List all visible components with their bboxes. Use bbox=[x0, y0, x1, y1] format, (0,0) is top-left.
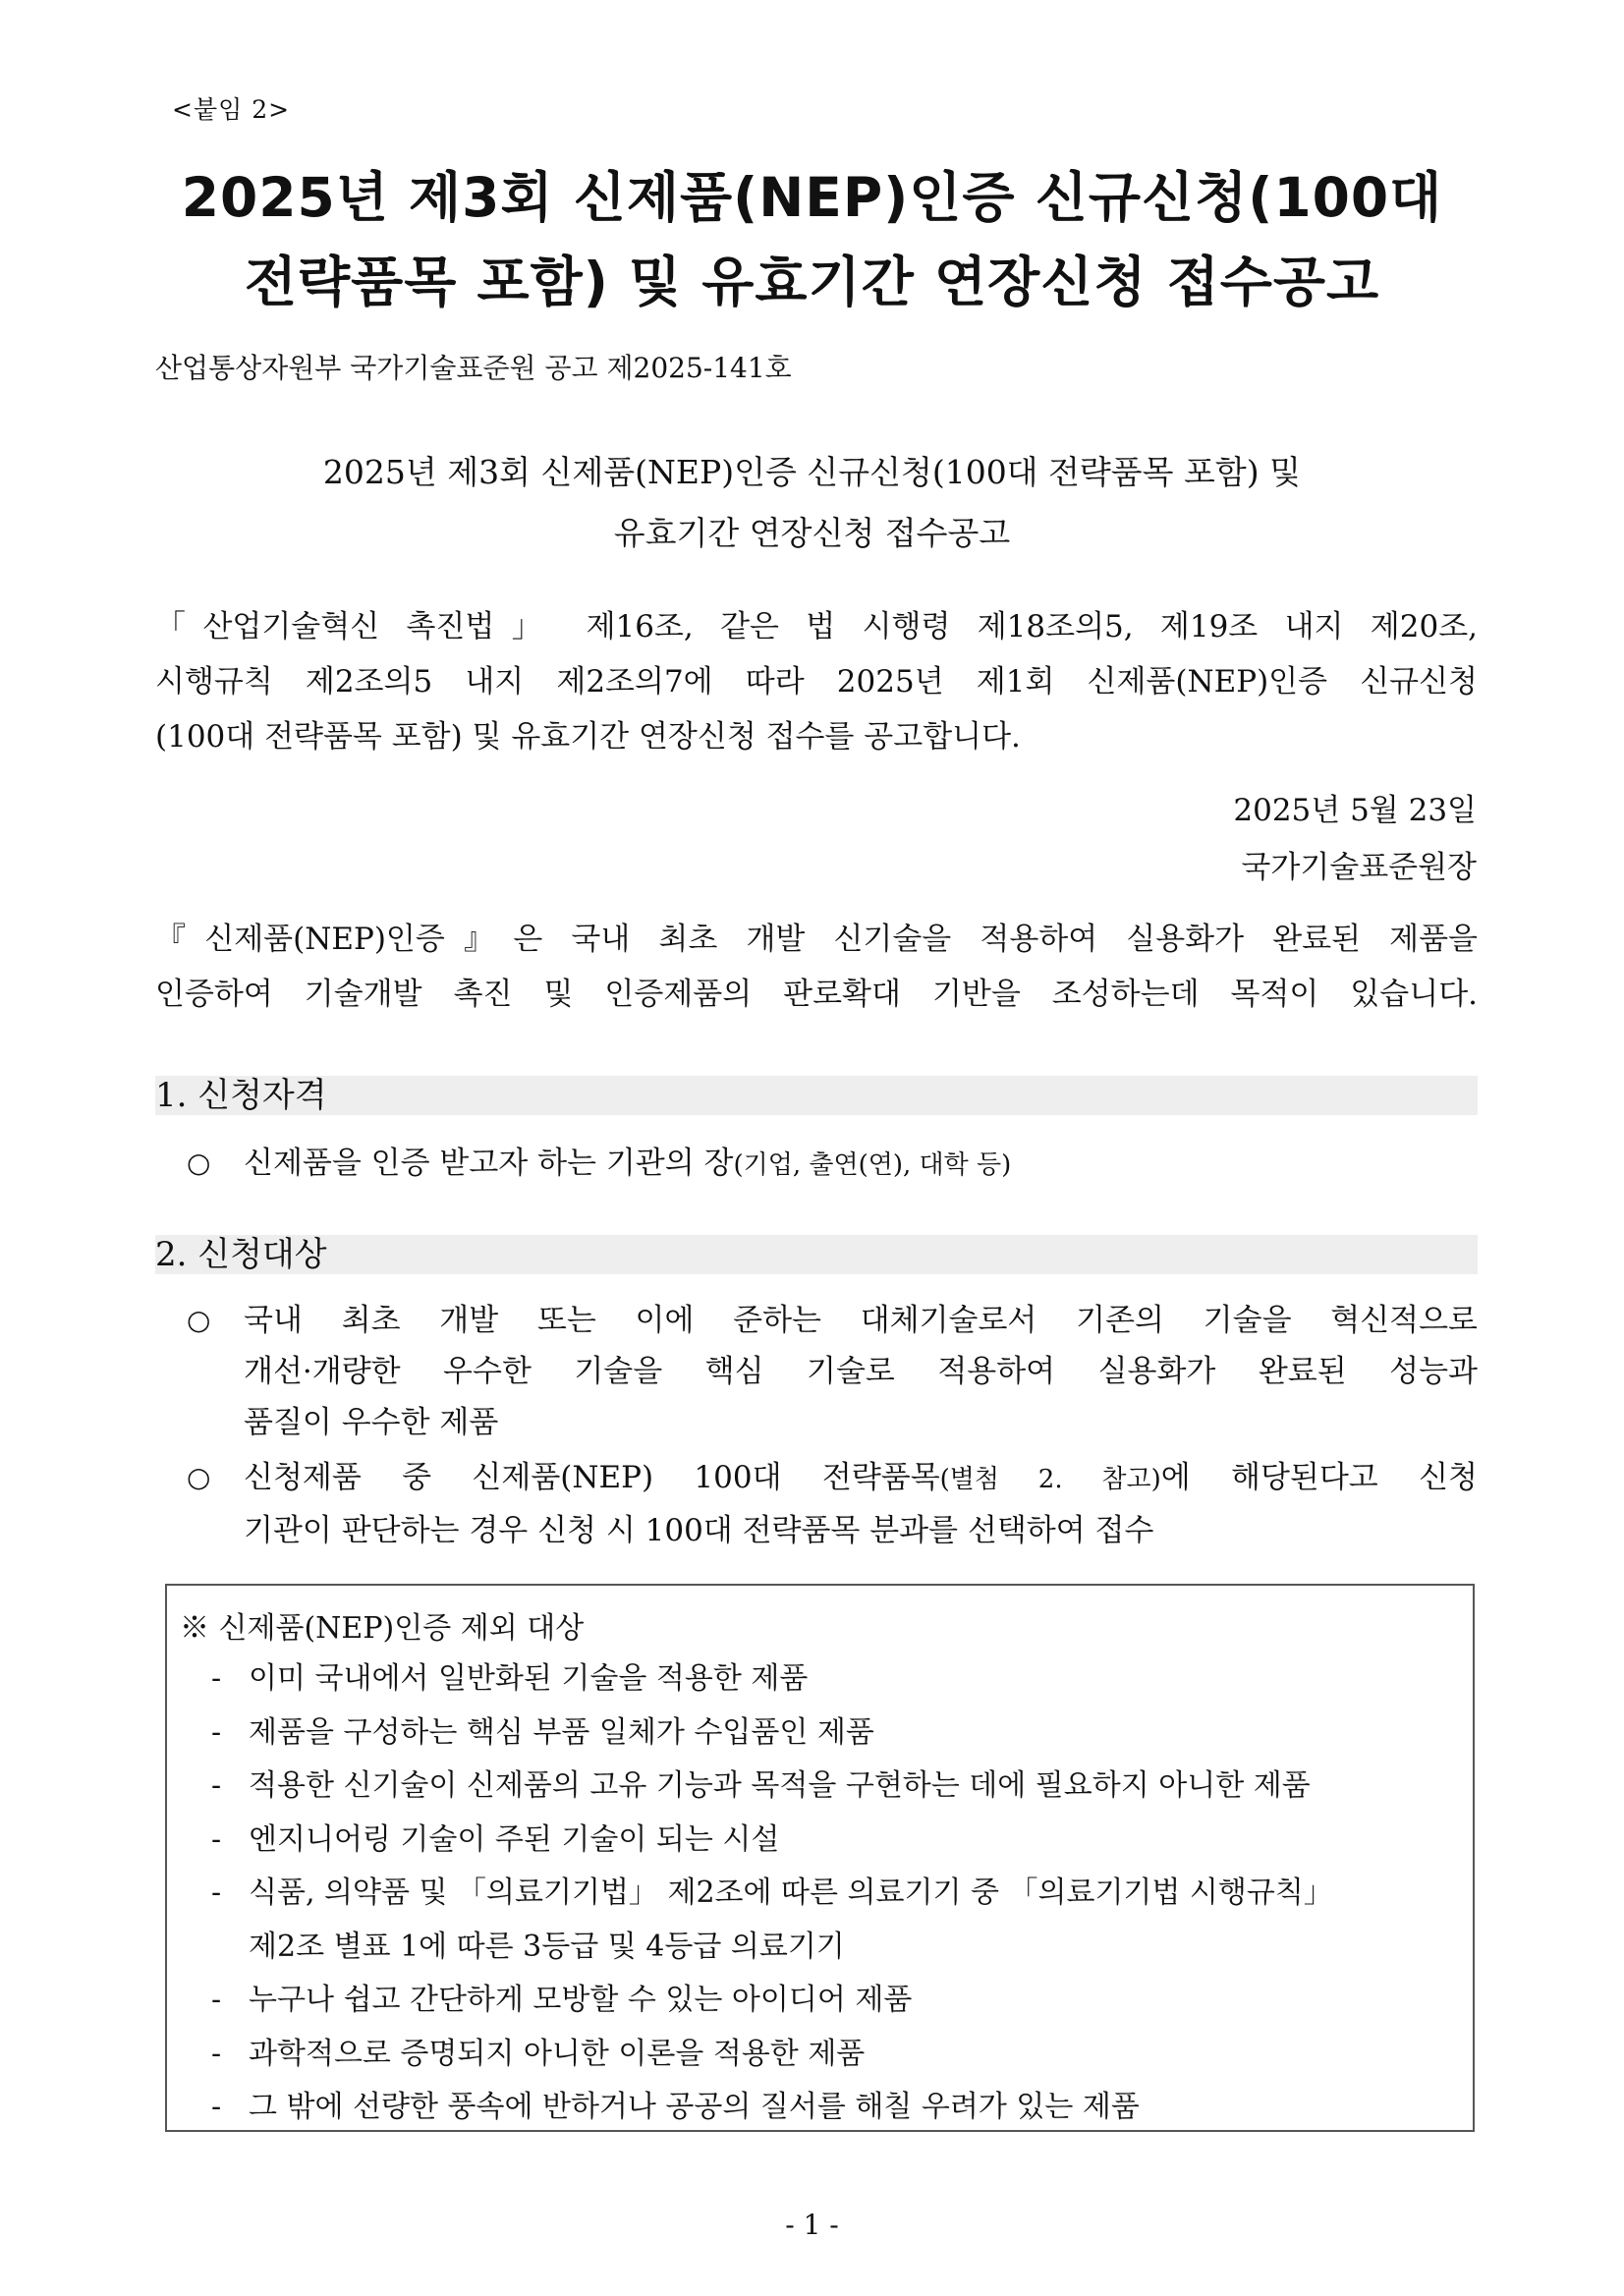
list-item bbox=[211, 1814, 1459, 1868]
notice-number: 산업통상자원부 국가기술표준원 공고 제2025-141호 bbox=[155, 352, 792, 384]
dash-bullet-icon: - bbox=[211, 2036, 222, 2071]
target-2-line-1-a: 신청제품 중 신제품(NEP) 100대 전략품목 bbox=[244, 1460, 940, 1495]
list-item bbox=[211, 2028, 1459, 2082]
section-1-heading: 1. 신청자격 bbox=[155, 1076, 327, 1115]
exclusion-text: 적용한 신기술이 신제품의 고유 기능과 목적을 구현하는 데에 필요하지 아니한 제품 bbox=[249, 1768, 1311, 1803]
eligibility-text: 신제품을 인증 받고자 하는 기관의 장 bbox=[244, 1146, 734, 1181]
target-2-note: (별첨 2. 참고) bbox=[939, 1465, 1161, 1494]
main-title-line-1: 2025년 제3회 신제품(NEP)인증 신규신청(100대 bbox=[181, 166, 1443, 229]
exclusion-text: 과학적으로 증명되지 아니한 이론을 적용한 제품 bbox=[249, 2036, 866, 2071]
exclusion-continuation: 제2조 별표 1에 따른 3등급 및 4등급 의료기기 bbox=[249, 1929, 845, 1964]
target-2-line-1 bbox=[244, 1452, 1478, 1505]
intro-line-1: 「산업기술혁신 촉진법」 제16조, 같은 법 시행령 제18조의5, 제19조 내지 제20조, bbox=[155, 609, 1478, 644]
issuer: 국가기술표준원장 bbox=[1241, 850, 1477, 885]
section-heading-eligibility bbox=[155, 1076, 1478, 1115]
dash-bullet-icon: - bbox=[211, 2090, 222, 2124]
exclusions-box bbox=[165, 1584, 1475, 2132]
purpose-line-2: 인증하여 기술개발 촉진 및 인증제품의 판로확대 기반을 조성하는데 목적이 있습니다. bbox=[155, 977, 1478, 1012]
section-2-heading: 2. 신청대상 bbox=[155, 1235, 327, 1274]
circle-bullet-icon: ○ bbox=[187, 1147, 211, 1179]
dash-bullet-icon: - bbox=[211, 1876, 222, 1910]
sub-title bbox=[138, 442, 1486, 564]
dash-bullet-icon: - bbox=[211, 1714, 222, 1750]
main-title-line-2: 전략품목 포함) 및 유효기간 연장신청 접수공고 bbox=[244, 251, 1380, 313]
target-2-line-1-b: 에 해당된다고 신청 bbox=[1160, 1460, 1478, 1495]
purpose-paragraph bbox=[155, 912, 1478, 1022]
list-item bbox=[211, 1974, 1459, 2028]
exclusion-text: 엔지니어링 기술이 주된 기술이 되는 시설 bbox=[249, 1821, 780, 1857]
exclusions-title: ※ 신제품(NEP)인증 제외 대상 bbox=[180, 1611, 585, 1646]
exclusion-text: 그 밖에 선량한 풍속에 반하거나 공공의 질서를 해칠 우려가 있는 제품 bbox=[249, 2090, 1140, 2124]
date-block bbox=[1233, 782, 1477, 896]
section-heading-targets bbox=[155, 1235, 1478, 1274]
target-1-line-2: 개선·개량한 우수한 기술을 핵심 기술로 적용하여 실용화가 완료된 성능과 bbox=[244, 1354, 1478, 1389]
attachment-label: <붙임 2> bbox=[172, 95, 291, 124]
list-item bbox=[211, 1707, 1459, 1761]
target-1-line-3: 품질이 우수한 제품 bbox=[244, 1405, 499, 1440]
target-1-line-1: 국내 최초 개발 또는 이에 준하는 대체기술로서 기존의 기술을 혁신적으로 bbox=[244, 1303, 1478, 1338]
dash-bullet-icon: - bbox=[211, 1983, 222, 2017]
exclusion-text: 누구나 쉽고 간단하게 모방할 수 있는 아이디어 제품 bbox=[249, 1983, 913, 2017]
eligibility-note: (기업, 출연(연), 대학 등) bbox=[733, 1150, 1012, 1180]
main-title bbox=[138, 155, 1486, 324]
exclusion-text: 식품, 의약품 및 「의료기기법」 제2조에 따른 의료기기 중 「의료기기법 시행규칙」 bbox=[249, 1876, 1333, 1910]
list-item bbox=[211, 1867, 1459, 1921]
exclusions-list bbox=[211, 1652, 1459, 2135]
dash-bullet-icon: - bbox=[211, 1821, 222, 1857]
purpose-line-1: 『신제품(NEP)인증』은 국내 최초 개발 신기술을 적용하여 실용화가 완료된 제품을 bbox=[155, 922, 1478, 957]
dash-bullet-icon: - bbox=[211, 1768, 222, 1803]
page-number: - 1 - bbox=[785, 2209, 839, 2241]
notice-date: 2025년 5월 23일 bbox=[1233, 793, 1477, 828]
list-item bbox=[211, 2081, 1459, 2135]
circle-bullet-icon: ○ bbox=[187, 1461, 211, 1493]
intro-line-2: 시행규칙 제2조의5 내지 제2조의7에 따라 2025년 제1회 신제품(NEP)인증 신규신청 bbox=[155, 664, 1478, 700]
exclusion-text: 이미 국내에서 일반화된 기술을 적용한 제품 bbox=[249, 1661, 809, 1696]
list-item bbox=[211, 1652, 1459, 1707]
list-item bbox=[211, 1760, 1459, 1814]
circle-bullet-icon: ○ bbox=[187, 1304, 211, 1336]
sub-title-line-1: 2025년 제3회 신제품(NEP)인증 신규신청(100대 전략품목 포함) 및 bbox=[322, 453, 1302, 491]
intro-line-3: (100대 전략품목 포함) 및 유효기간 연장신청 접수를 공고합니다. bbox=[155, 719, 1021, 755]
target-2-line-2: 기관이 판단하는 경우 신청 시 100대 전략품목 분과를 선택하여 접수 bbox=[244, 1513, 1154, 1548]
intro-paragraph bbox=[155, 599, 1478, 764]
dash-bullet-icon: - bbox=[211, 1661, 222, 1696]
exclusion-text: 제품을 구성하는 핵심 부품 일체가 수입품인 제품 bbox=[249, 1714, 874, 1750]
sub-title-line-2: 유효기간 연장신청 접수공고 bbox=[613, 514, 1011, 552]
